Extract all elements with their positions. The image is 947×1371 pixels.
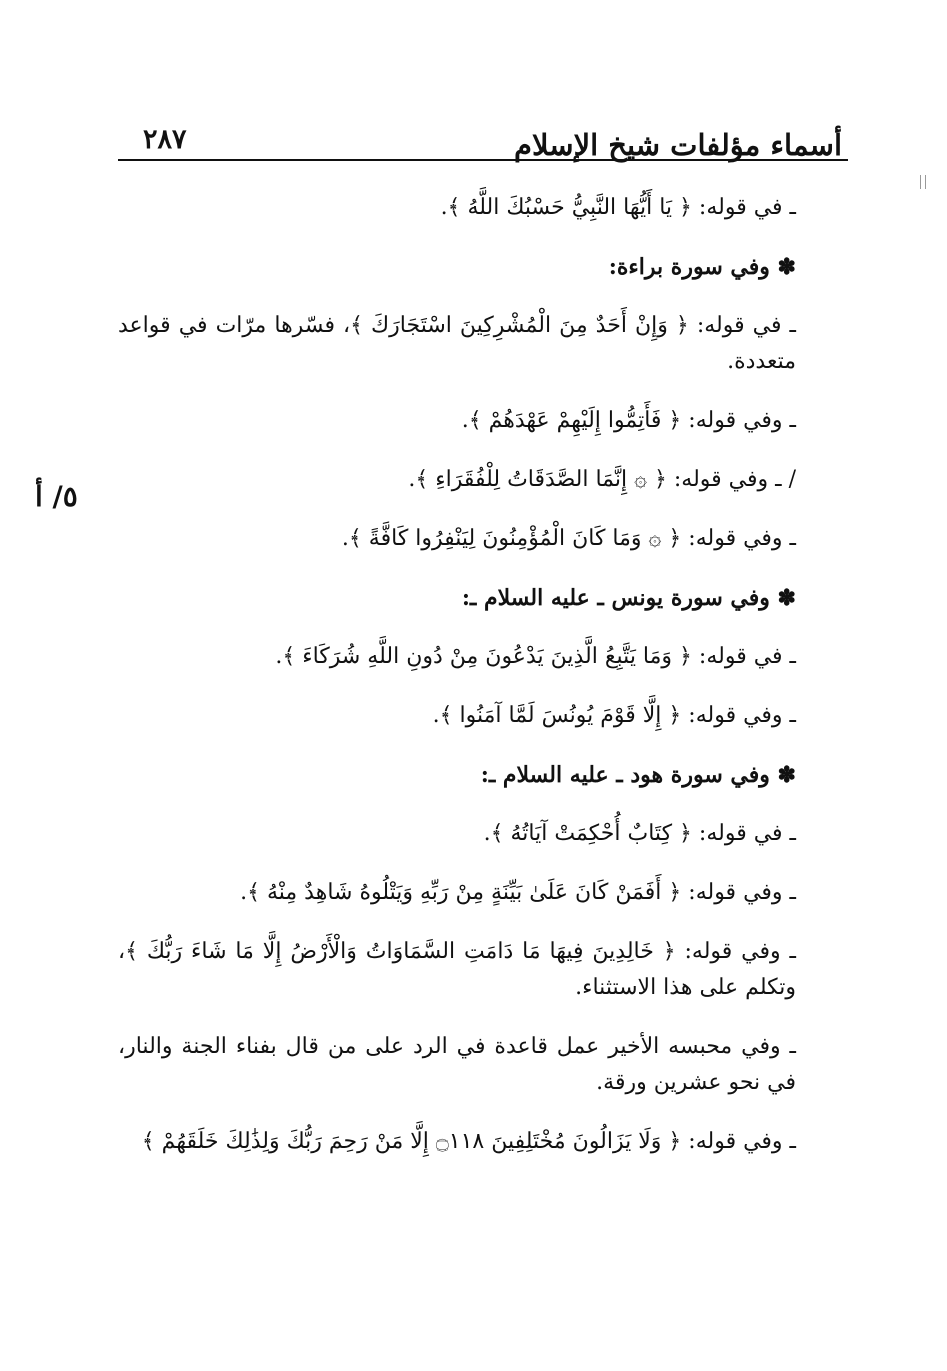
entry-line-5: / ـ وفي قوله: ﴿ ۞ إِنَّمَا الصَّدَقَاتُ لِلْفُقَرَاءِ ﴾.: [408, 467, 796, 492]
entry-line-3: ـ في قوله: ﴿ وَإِنْ أَحَدٌ مِنَ الْمُشْرِكِينَ اسْتَجَارَكَ ﴾، فسّرها مرّات في قواعد متعددة.: [118, 313, 796, 374]
entry-line-14: ـ وفي محبسه الأخير عمل قاعدة في الرد على من قال بفناء الجنة والنار، في نحو عشرين ورقة.: [118, 1034, 796, 1095]
entry-line-8: ـ في قوله: ﴿ وَمَا يَتَّبِعُ الَّذِينَ يَدْعُونَ مِنْ دُونِ اللَّهِ شُرَكَاءَ ﴾.: [275, 644, 796, 669]
entry-line-15: ـ وفي قوله: ﴿ وَلَا يَزَالُونَ مُخْتَلِفِينَ ۝١١٨ إِلَّا مَنْ رَحِمَ رَبُّكَ وَلِذَٰلِكَ خَلَقَهُمْ ﴾: [141, 1129, 796, 1154]
running-title: أسماء مؤلفات شيخ الإسلام: [514, 128, 842, 162]
section-heading-baraa: ✽ وفي سورة براءة:: [608, 254, 796, 280]
entry-line-11: ـ في قوله: ﴿ كِتَابٌ أُحْكِمَتْ آيَاتُهُ ﴾.: [483, 821, 796, 846]
page-body: [118, 190, 840, 1178]
entry-line-4: ـ وفي قوله: ﴿ فَأَتِمُّوا إِلَيْهِمْ عَهْدَهُمْ ﴾.: [461, 408, 796, 433]
margin-folio-note: ٥/ أ: [35, 480, 78, 513]
section-heading-hud: ✽ وفي سورة هود ـ عليه السلام ـ:: [480, 762, 796, 788]
entry-line-9: ـ وفي قوله: ﴿ إِلَّا قَوْمَ يُونُسَ لَمَّا آمَنُوا ﴾.: [432, 703, 796, 728]
entry-line-13: ـ وفي قوله: ﴿ خَالِدِينَ فِيهَا مَا دَامَتِ السَّمَاوَاتُ وَالْأَرْضُ إِلَّا مَا شَاءَ رَبُّكَ ﴾، وتكلم على هذا الاستثناء.: [118, 939, 796, 1000]
entry-line-6: ـ وفي قوله: ﴿ ۞ وَمَا كَانَ الْمُؤْمِنُونَ لِيَنْفِرُوا كَافَّةً ﴾.: [341, 526, 796, 551]
margin-tick: [920, 175, 926, 189]
header-rule: [118, 159, 848, 161]
page-number: ٢٨٧: [143, 124, 187, 155]
entry-line-1: ـ في قوله: ﴿ يَا أَيُّهَا النَّبِيُّ حَسْبُكَ اللَّهُ ﴾.: [440, 195, 796, 220]
section-heading-yunus: ✽ وفي سورة يونس ـ عليه السلام ـ:: [461, 585, 796, 611]
entry-line-12: ـ وفي قوله: ﴿ أَفَمَنْ كَانَ عَلَىٰ بَيِّنَةٍ مِنْ رَبِّهِ وَيَتْلُوهُ شَاهِدٌ مِنْهُ ﴾.: [240, 880, 796, 905]
